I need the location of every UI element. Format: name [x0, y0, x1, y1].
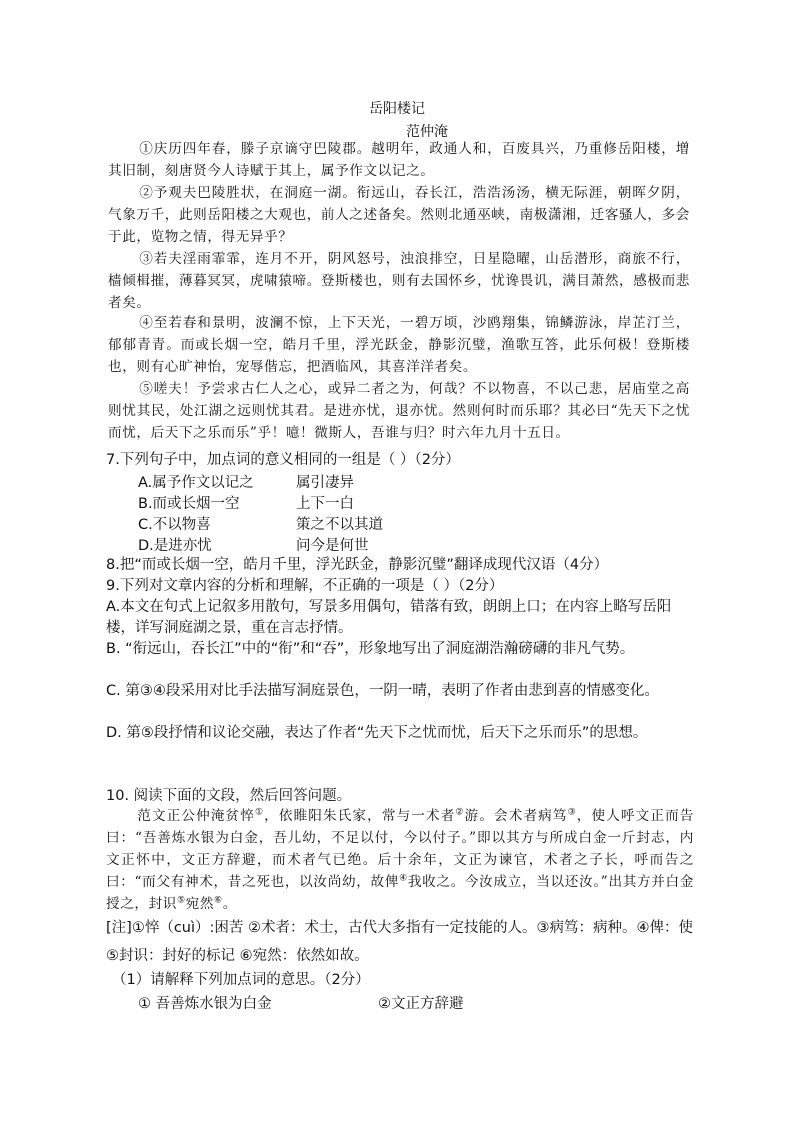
question-7-stem: 7.下列句子中，加点词的意义相同的一组是（ ）（2分）	[106, 452, 460, 468]
paragraph-2: ②予观夫巴陵胜状，在洞庭一湖。衔远山，吞长江，浩浩汤汤，横无际涯，朝晖夕阴，气象万千，此则岳阳楼之大观也，前人之述备矣。然则北通巫峡，南极潇湘，迁客骚人，多会于此，览物之情，得无异乎？	[108, 185, 690, 245]
question-9-option-b: B. “衔远山，吞长江”中的“衔”和“吞”，形象地写出了洞庭湖浩瀚磅礴的非凡气势。	[106, 641, 635, 657]
question-10-stem: 10. 阅读下面的文段，然后回答问题。	[106, 788, 352, 804]
question-9-option-a: A.本文在句式上记叙多用散句，写景多用偶句，错落有致，朗朗上口；在内容上略写岳阳楼，详写洞庭湖之景，重在言志抒情。	[106, 599, 672, 636]
paragraph-4: ④至若春和景明，波澜不惊，上下天光，一碧万顷，沙鸥翔集，锦鳞游泳，岸芷汀兰，郁郁青青。而或长烟一空，皓月千里，浮光跃金，静影沉璧，渔歌互答，此乐何极！登斯楼也，则有心旷神怡，宠辱偕忘，把酒临风，其喜洋洋者矣。	[108, 315, 690, 375]
author-name: 范仲淹	[406, 124, 448, 140]
question-7-option-b-pair: 上下一白	[296, 496, 354, 512]
question-7-option-a-pair: 属引凄异	[296, 475, 354, 491]
question-9-option-d: D. 第⑤段抒情和议论交融，表达了作者“先天下之忧而忧，后天下之乐而乐”的思想。	[106, 725, 648, 741]
question-9-option-c: C. 第③④段采用对比手法描写洞庭景色，一阴一晴，表明了作者由悲到喜的情感变化。	[106, 683, 659, 699]
paragraph-5: ⑤嗟夫！予尝求古仁人之心，或异二者之为，何哉？不以物喜，不以己悲，居庙堂之高则忧其民，处江湖之远则忧其君。是进亦忧，退亦忧。然则何时而乐耶？其必曰“先天下之忧而忧，后天下之乐而乐”乎！噫！微斯人，吾谁与归？时六年九月十五日。	[108, 381, 690, 441]
question-7-option-c-pair: 策之不以其道	[296, 517, 383, 533]
question-7-option-d-pair: 问今是何世	[296, 538, 369, 554]
paragraph-1: ①庆历四年春，滕子京谪守巴陵郡。越明年，政通人和，百废具兴，乃重修岳阳楼，增其旧制，刻唐贤今人诗赋于其上，属予作文以记之。	[108, 141, 690, 179]
question-10-note: [注]①悴（cuì）:困苦 ②术者：术士，古代大多指有一定技能的人。③病笃：病种。④俾：使 ⑤封识：封好的标记 ⑥宛然：依然如故。	[106, 920, 693, 964]
question-10-passage: 范文正公仲淹贫悴①，依睢阳朱氏家，常与一术者②游。会术者病笃③，使人呼文正而告曰：“吾善炼水银为白金，吾儿幼，不足以付，今以付子。”即以其方与所成白金一斤封志，内文正怀中，文正方辞避，而术者气已绝。后十余年，文正为谏官，术者之子长，呼而告之曰：“而父有神术，昔之死也，以汝尚幼，故俾④我收之。今汝成立，当以还汝。”出其方并白金授之，封识⑤宛然⑥。	[106, 807, 694, 912]
question-9-stem: 9.下列对文章内容的分析和理解，不正确的一项是（ ）（2分）	[106, 578, 504, 594]
question-7-option-d: D.是进亦忧	[138, 538, 212, 554]
question-7-option-a: A.属予作文以记之	[138, 475, 254, 491]
question-7-option-b: B.而或长烟一空	[138, 496, 240, 512]
question-7-option-c: C.不以物喜	[138, 517, 211, 533]
question-10-sub1-item-2: ②文正方辞避	[378, 996, 464, 1012]
paragraph-3: ③若夫淫雨霏霏，连月不开，阴风怒号，浊浪排空，日星隐曜，山岳潜形，商旅不行，樯倾楫摧，薄暮冥冥，虎啸猿啼。登斯楼也，则有去国怀乡，忧谗畏讥，满目萧然，感极而悲者矣。	[108, 251, 690, 311]
question-10-sub1-item-1: ① 吾善炼水银为白金	[138, 996, 272, 1012]
question-8: 8.把“而或长烟一空，皓月千里，浮光跃金，静影沉璧”翻译成现代汉语（4分）	[106, 557, 609, 573]
question-10-sub1: （1）请解释下列加点词的意思。（2分）	[112, 972, 370, 988]
page-title: 岳阳楼记	[369, 101, 425, 117]
